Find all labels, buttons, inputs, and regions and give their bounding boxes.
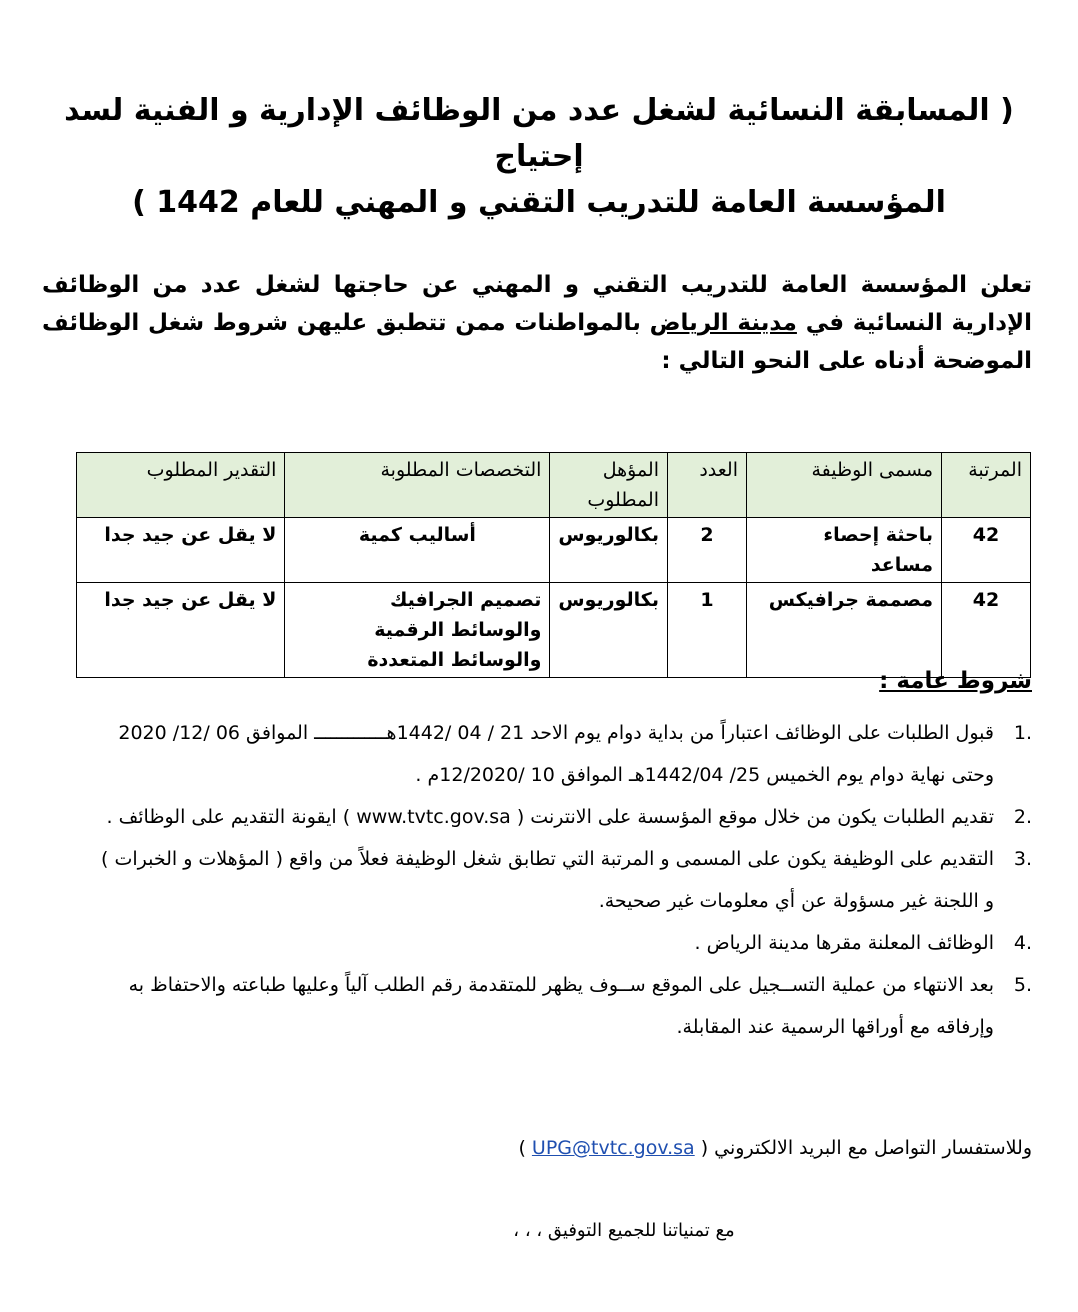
header-qualification: المؤهل المطلوب <box>550 453 668 518</box>
header-rank: المرتبة <box>942 453 1031 518</box>
list-item <box>87 922 1032 964</box>
cell-count: 2 <box>668 518 747 583</box>
terms-heading: شروط عامة : <box>879 668 1032 694</box>
list-item <box>87 796 1032 838</box>
contact-suffix: ) <box>518 1137 526 1159</box>
title-line-2: المؤسسة العامة للتدريب التقني و المهني للعام 1442 ) <box>132 185 946 220</box>
list-item <box>87 712 1032 796</box>
intro-text-end: بالمواطنات ممن تتطبق عليهن شروط شغل الوظائف الموضحة أدناه على النحو التالي : <box>42 310 1032 374</box>
cell-rank: 42 <box>942 583 1031 678</box>
title-line-1: ( المسابقة النسائية لشغل عدد من الوظائف الإدارية و الفنية لسد إحتياج <box>64 93 1014 174</box>
cell-specializations: أساليب كمية <box>285 518 550 583</box>
header-grade: التقدير المطلوب <box>77 453 285 518</box>
page-title <box>60 88 1018 226</box>
jobs-table <box>76 452 1031 678</box>
intro-paragraph <box>42 266 1032 380</box>
item-text: بعد الانتهاء من عملية التســجيل على الموقع ســوف يظهر للمتقدمة رقم الطلب آلياً وعليها طباعته والاحتفاظ به وإرفاقه مع أوراقها الرسمية عند المقابلة. <box>128 974 994 1038</box>
cell-specializations: تصميم الجرافيك والوسائط الرقمية والوسائط المتعددة <box>285 583 550 678</box>
header-job-title: مسمى الوظيفة <box>747 453 942 518</box>
cell-grade: لا يقل عن جيد جدا <box>77 518 285 583</box>
cell-count: 1 <box>668 583 747 678</box>
item-text: قبول الطلبات على الوظائف اعتباراً من بداية دوام يوم الاحد 21 / 04 /1442هـــــــــــــ الموافق 06 /12/ 2020 وحتى نهاية دوام يوم الخميس 25/ 1442/04هـ الموافق 10 /12/2020م . <box>118 722 994 786</box>
cell-job-title: باحثة إحصاء مساعد <box>747 518 942 583</box>
item-number: 3. <box>1013 848 1032 870</box>
list-item <box>87 838 1032 922</box>
contact-prefix: وللاستفسار التواصل مع البريد الالكتروني ( <box>700 1137 1032 1159</box>
cell-qualification: بكالوريوس <box>550 583 668 678</box>
cell-job-title: مصممة جرافيكس <box>747 583 942 678</box>
table-row <box>77 583 1031 678</box>
closing-line: مع تمنياتنا للجميع التوفيق ، ، ، <box>513 1220 735 1241</box>
item-number: 5. <box>1013 974 1032 996</box>
cell-grade: لا يقل عن جيد جدا <box>77 583 285 678</box>
item-text: الوظائف المعلنة مقرها مدينة الرياض . <box>694 932 994 954</box>
terms-list <box>87 712 1032 1048</box>
intro-text-start: تعلن المؤسسة العامة للتدريب التقني و المهني عن حاجتها لشغل عدد من الوظائف الإدارية النسائية في <box>42 272 1033 336</box>
table-header-row <box>77 453 1031 518</box>
header-count: العدد <box>668 453 747 518</box>
email-link[interactable]: UPG@tvtc.gov.sa <box>531 1137 695 1159</box>
intro-city: مدينة الرياض <box>649 310 797 336</box>
item-number: 2. <box>1013 806 1032 828</box>
list-item <box>87 964 1032 1048</box>
item-number: 1. <box>1013 722 1032 744</box>
cell-qualification: بكالوريوس <box>550 518 668 583</box>
item-text: التقديم على الوظيفة يكون على المسمى و المرتبة التي تطابق شغل الوظيفة فعلاً من واقع ( المؤهلات و الخبرات ) و اللجنة غير مسؤولة عن أي معلومات غير صحيحة. <box>101 848 994 912</box>
item-text: تقديم الطلبات يكون من خلال موقع المؤسسة على الانترنت ( www.tvtc.gov.sa ) ايقونة التقديم على الوظائف . <box>106 806 994 828</box>
table-row <box>77 518 1031 583</box>
contact-line <box>518 1128 1032 1168</box>
item-number: 4. <box>1013 932 1032 954</box>
cell-rank: 42 <box>942 518 1031 583</box>
header-specializations: التخصصات المطلوبة <box>285 453 550 518</box>
